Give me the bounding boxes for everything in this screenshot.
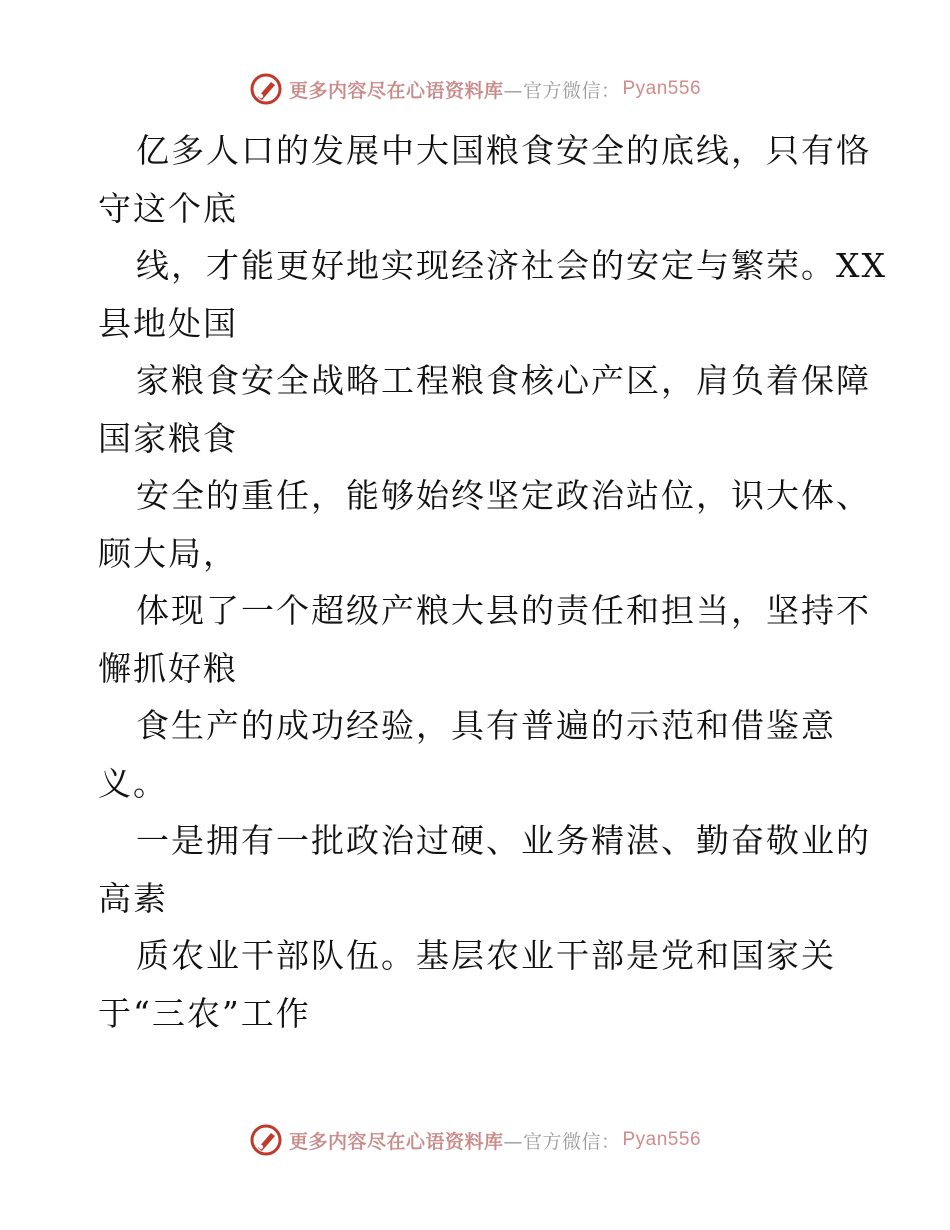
text-line: 高素 [98, 878, 168, 918]
text-line: 安全的重任，能够始终坚定政治站位，识大体、 [136, 476, 871, 515]
text-line: 亿多人口的发展中大国粮食安全的底线，只有恪 [136, 131, 871, 170]
watermark-sub-text: —官方微信： [503, 79, 621, 102]
text-line: 家粮食安全战略工程粮食核心产区，肩负着保障 [136, 361, 871, 400]
text-line: 县地处国 [98, 303, 238, 343]
watermark-wechat-id: Pyan556 [622, 78, 702, 99]
document-body [98, 122, 887, 1042]
header-watermark [0, 72, 950, 106]
text-line: 质农业干部队伍。基层农业干部是党和国家关 [136, 936, 836, 975]
text-line: 一是拥有一批政治过硬、业务精湛、勤奋敬业的 [136, 821, 871, 860]
text-line: 体现了一个超级产粮大县的责任和担当，坚持不 [136, 591, 871, 630]
pen-logo-icon [249, 72, 283, 106]
text-line: 于“三农”工作 [98, 993, 311, 1033]
text-line: 守这个底 [98, 188, 238, 228]
text-line: 懈抓好粮 [98, 648, 238, 688]
watermark-wechat-id: Pyan556 [622, 1129, 702, 1150]
text-line: 线，才能更好地实现经济社会的安定与繁荣。XX [136, 246, 887, 285]
watermark-sub-text: —官方微信： [503, 1130, 621, 1153]
text-line: 顾大局， [98, 533, 238, 573]
text-line: 义。 [98, 763, 168, 803]
pen-logo-icon [249, 1123, 283, 1157]
footer-watermark [0, 1123, 950, 1157]
text-line: 食生产的成功经验，具有普遍的示范和借鉴意 [136, 706, 836, 745]
text-line: 国家粮食 [98, 418, 238, 458]
watermark-main-text: 更多内容尽在心语资料库 [288, 79, 504, 102]
watermark-main-text: 更多内容尽在心语资料库 [288, 1130, 504, 1153]
